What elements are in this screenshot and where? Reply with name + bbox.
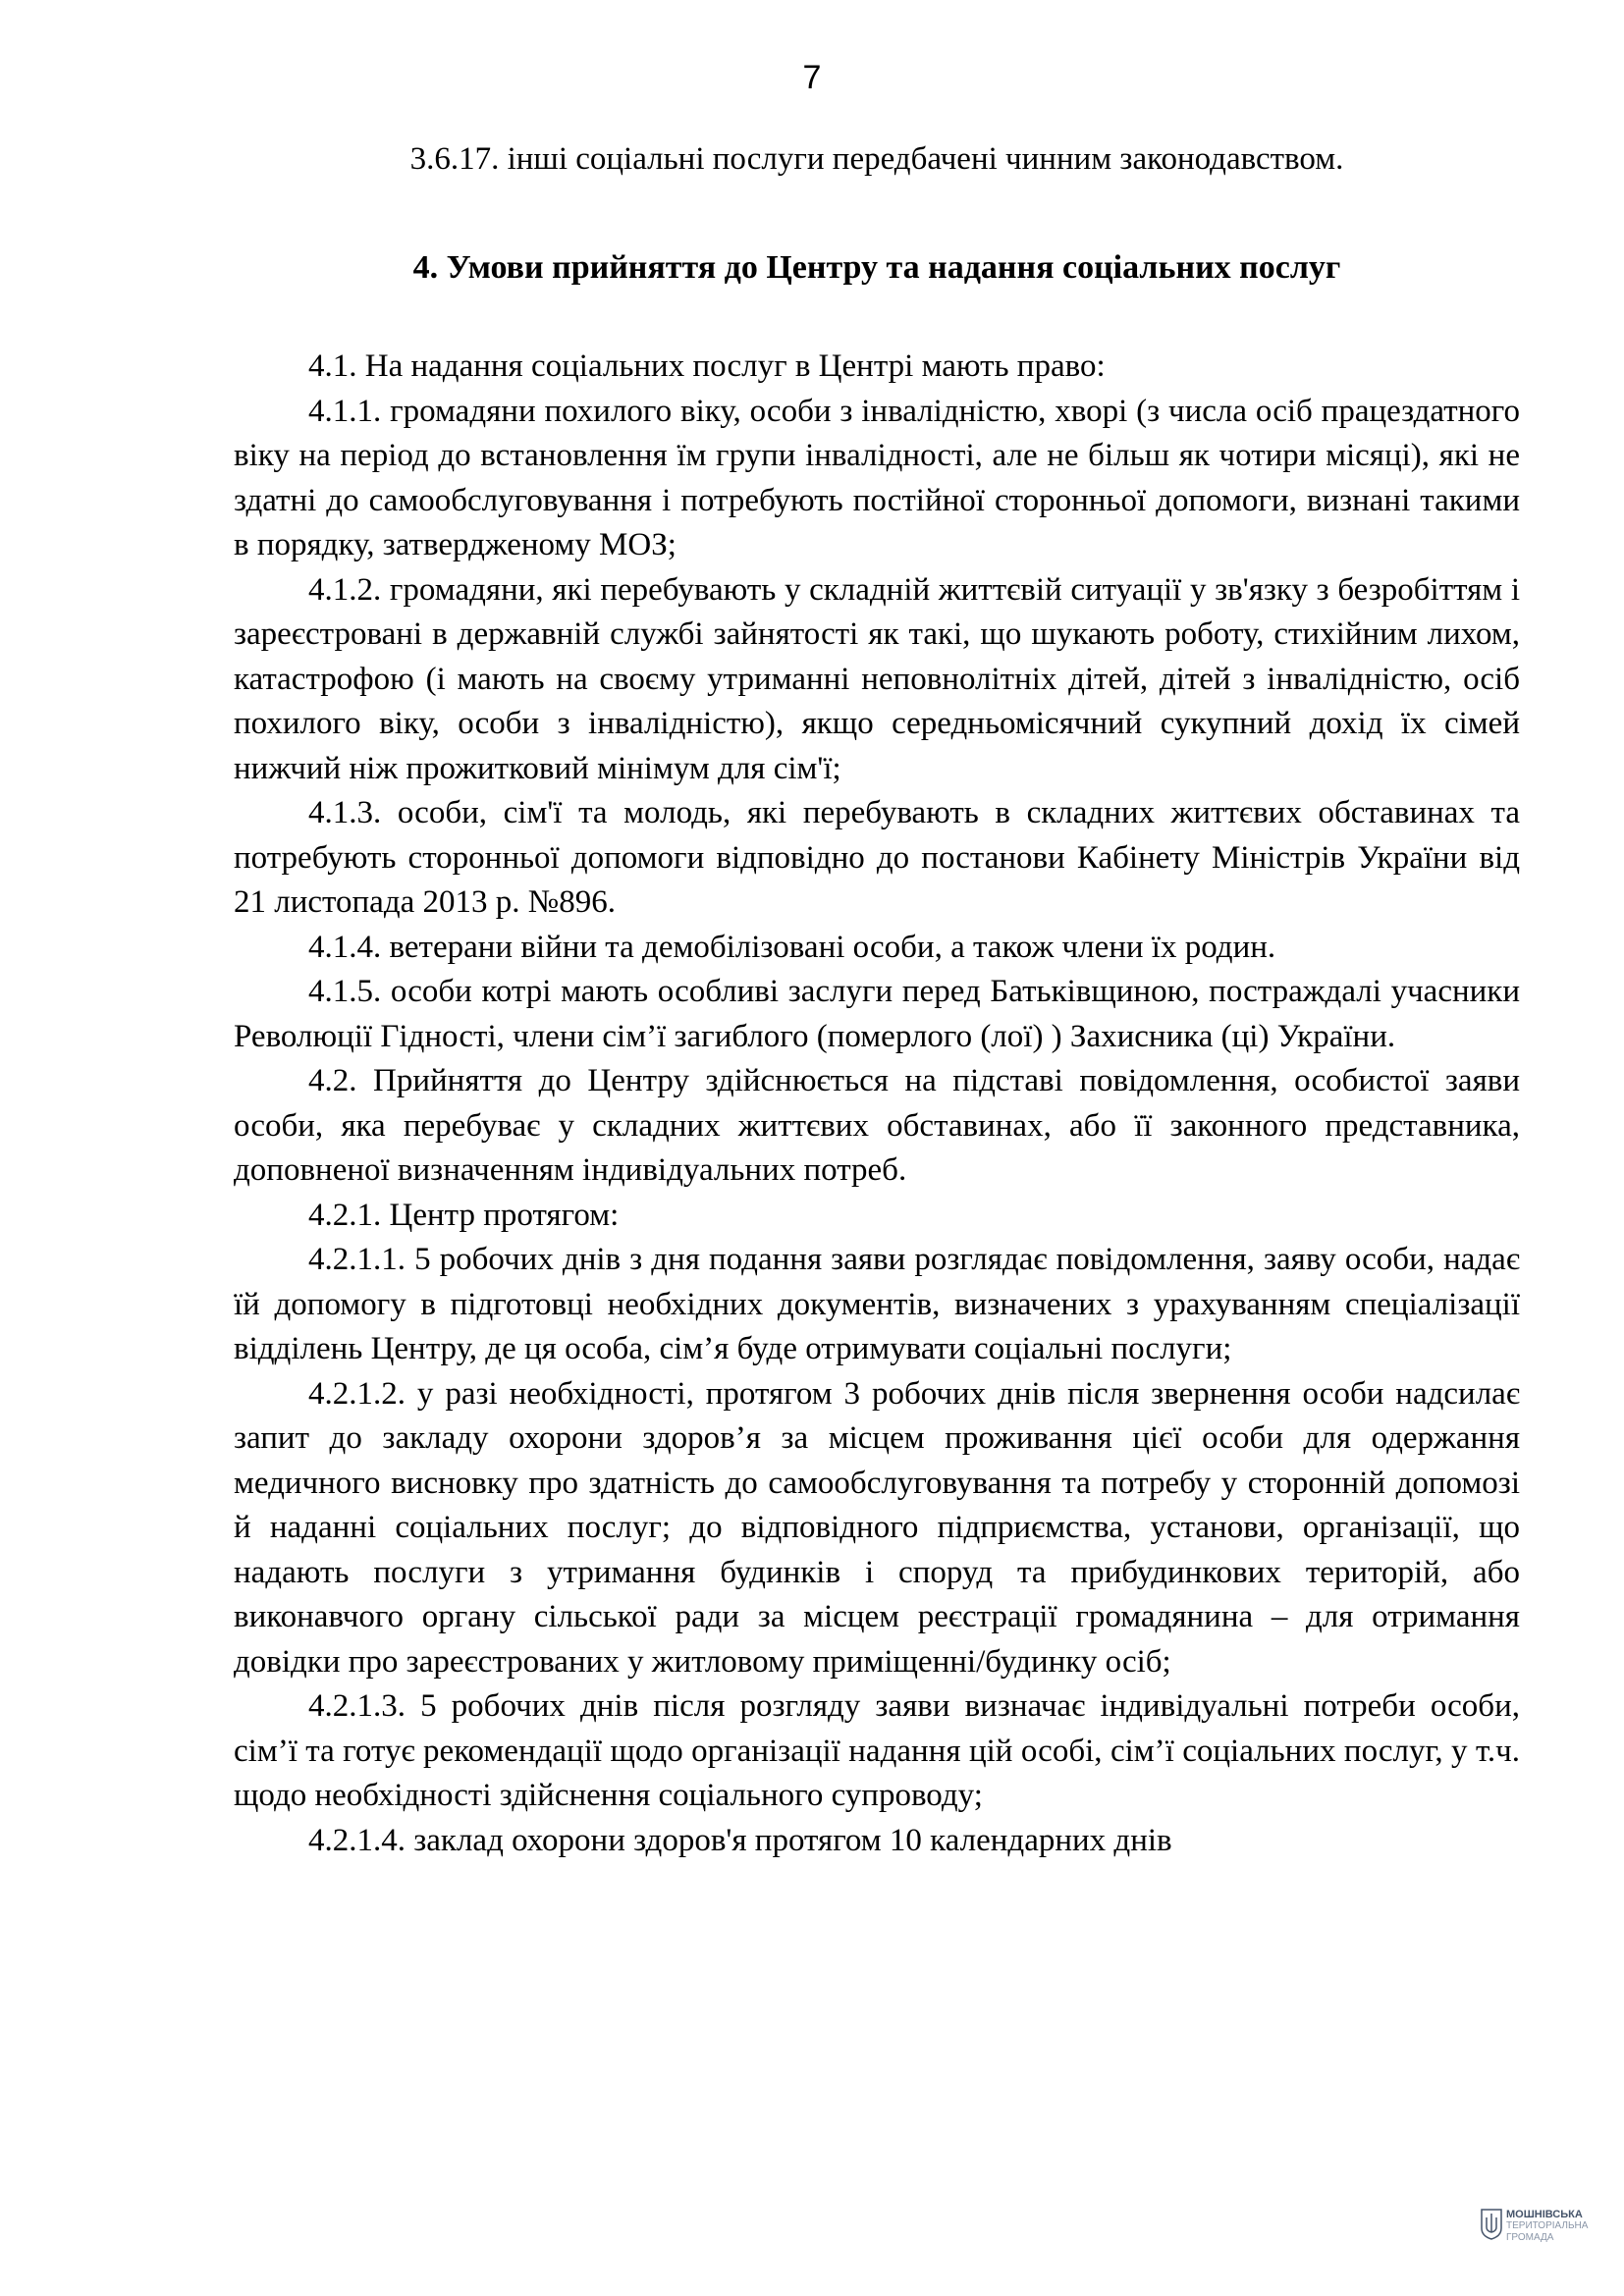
paragraph-4-2-1-1: 4.2.1.1. 5 робочих днів з дня подання заяви розглядає повідомлення, заяву особи, надає їй допомогу в підготовці необхідних документів, визначених з урахуванням спеціалізації відділень Центру, де ця особа, сім’я буде отримувати соціальні послуги; <box>234 1242 1520 1366</box>
coat-of-arms-icon <box>1481 2209 1502 2240</box>
community-logo <box>1481 2209 1588 2244</box>
paragraph-4-1-2: 4.1.2. громадяни, які перебувають у складній життєвій ситуації у зв'язку з безробіттям і зареєстровані в державній службі зайнятості як такі, що шукають роботу, стихійним лихом, катастрофою (і мають на своєму утриманні неповнолітніх дітей, дітей з інвалідністю, осіб похилого віку, особи з інвалідністю), якщо середньомісячний сукупний дохід їх сімей нижчий ніж прожитковий мінімум для сім'ї; <box>234 571 1520 786</box>
paragraph-4-2-1-4: 4.2.1.4. заклад охорони здоров'я протягом 10 календарних днів <box>308 1822 1172 1858</box>
logo-subtitle-1: ТЕРИТОРІАЛЬНА <box>1506 2220 1589 2231</box>
document-body <box>234 137 1520 1863</box>
paragraph-4-2-1: 4.2.1. Центр протягом: <box>308 1197 620 1233</box>
page-number: 7 <box>802 59 822 96</box>
paragraph-4-1: 4.1. На надання соціальних послуг в Центрі мають право: <box>308 348 1106 384</box>
logo-title: МОШНІВСЬКА <box>1506 2209 1583 2220</box>
paragraph-4-2-1-3: 4.2.1.3. 5 робочих днів після розгляду заяви визначає індивідуальні потреби особи, сім’ї та готує рекомендації щодо організації надання цій особі, сім’ї соціальних послуг, у т.ч. щодо необхідності здійснення соціального супроводу; <box>234 1688 1520 1813</box>
paragraph-4-2-1-2: 4.2.1.2. у разі необхідності, протягом 3 робочих днів після звернення особи надсилає запит до закладу охорони здоров’я за місцем проживання цієї особи для одержання медичного висновку про здатність до самообслуговування та потребу у сторонній допомозі й наданні соціальних послуг; до відповідного підприємства, установи, організації, що надають послуги з утримання будинків і споруд та прибудинкових територій, або виконавчого органу сільської ради за місцем реєстрації громадянина – для отримання довідки про зареєстрованих у житловому приміщенні/будинку осіб; <box>234 1375 1520 1680</box>
logo-text <box>1506 2209 1588 2244</box>
logo-subtitle-2: ГРОМАДА <box>1506 2232 1554 2243</box>
paragraph-4-1-1: 4.1.1. громадяни похилого віку, особи з інвалідністю, хворі (з числа осіб працездатного віку на період до встановлення їм групи інвалідності, але не більш як чотири місяці), які не здатні до самообслуговування і потребують постійної сторонньої допомоги, визнані такими в порядку, затвердженому МОЗ; <box>234 393 1520 562</box>
paragraph-4-1-4: 4.1.4. ветерани війни та демобілізовані особи, а також члени їх родин. <box>308 929 1276 965</box>
paragraph-4-1-3: 4.1.3. особи, сім'ї та молодь, які перебувають в складних життєвих обставинах та потребують сторонньої допомоги відповідно до постанови Кабінету Міністрів України від 21 листопада 2013 р. №896. <box>234 795 1520 920</box>
intro-line: 3.6.17. інші соціальні послуги передбачені чинним законодавством. <box>409 141 1344 177</box>
paragraph-4-1-5: 4.1.5. особи котрі мають особливі заслуги перед Батьківщиною, постраждалі учасники Революції Гідності, члени сім’ї загиблого (померлого (лої) ) Захисника (ці) України. <box>234 974 1520 1054</box>
section-heading: 4. Умови прийняття до Центру та надання соціальних послуг <box>412 248 1341 286</box>
paragraph-4-2: 4.2. Прийняття до Центру здійснюється на підставі повідомлення, особистої заяви особи, яка перебуває у складних життєвих обставинах, або її законного представника, доповненої визначенням індивідуальних потреб. <box>234 1063 1520 1188</box>
